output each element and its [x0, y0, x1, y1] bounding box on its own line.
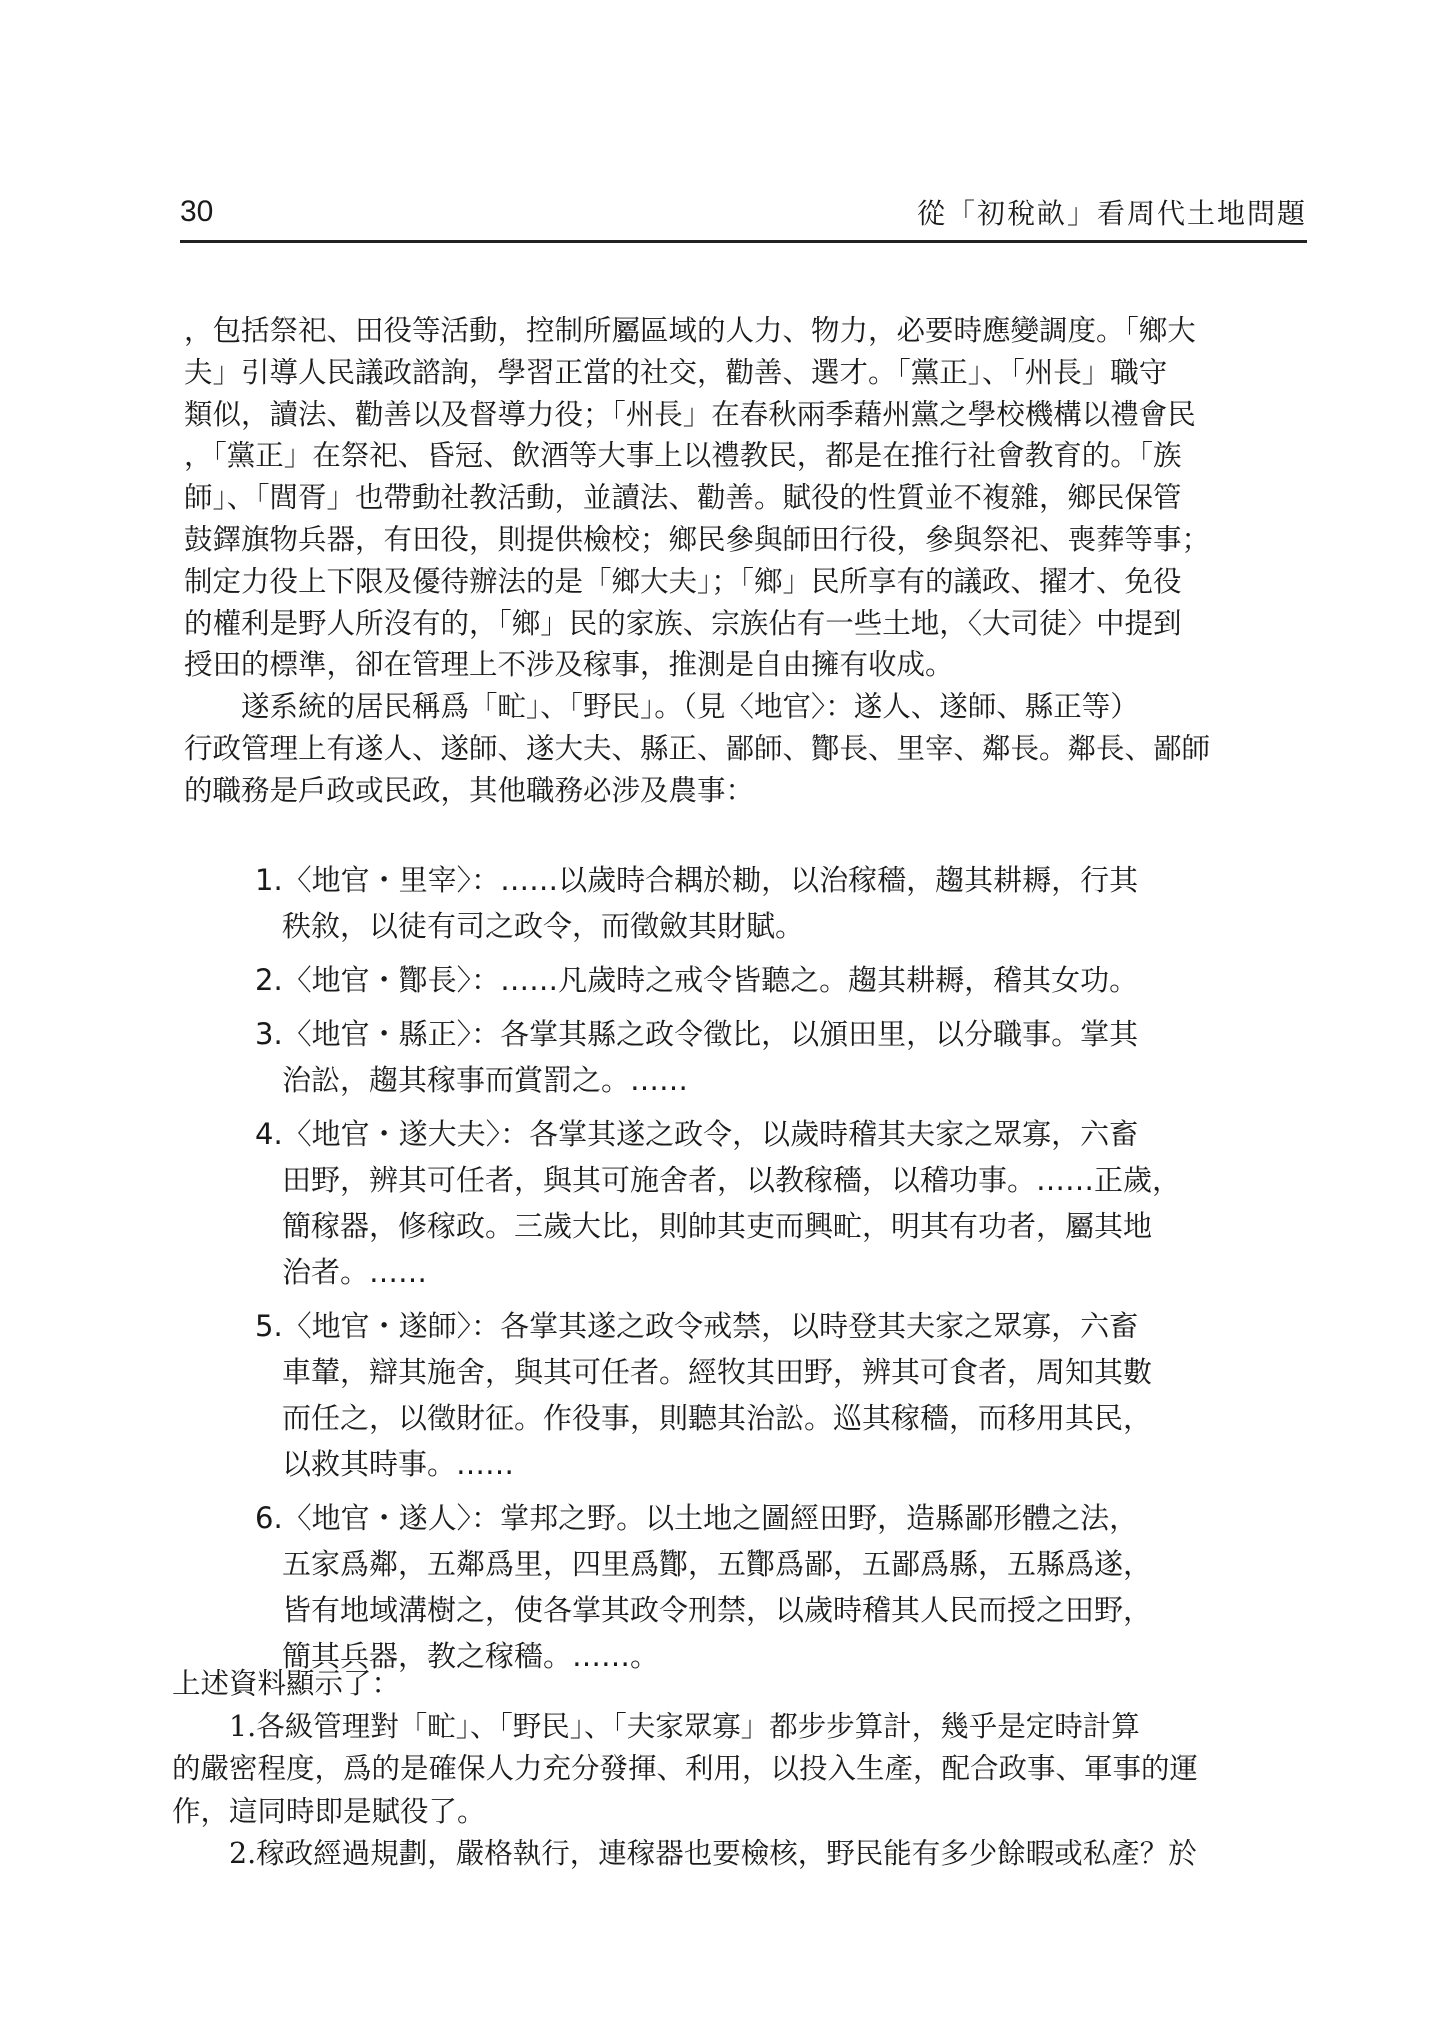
- text-line: 上述資料顯示了：: [172, 1667, 401, 1700]
- quote-line: 簡稼器，修稼政。三歲大比，則帥其吏而興甿，明其有功者，屬其地: [282, 1209, 1153, 1243]
- quote-line: 簡其兵器，教之稼穡。……。: [282, 1639, 660, 1673]
- text-line: 夫」引導人民議政諮詢，學習正當的社交，勸善、選才。「黨正」、「州長」職守: [184, 355, 1168, 389]
- quote-item: [255, 1011, 1307, 1103]
- quote-line: 以救其時事。……: [282, 1447, 515, 1481]
- text-line: 鼓鐸旗物兵器，有田役，則提供檢校；鄉民參與師田行役，參與祭祀、喪葬等事；: [184, 522, 1211, 556]
- running-title: 從「初稅畝」看周代土地問題: [916, 197, 1307, 230]
- conclusion-text: [172, 1663, 1307, 1876]
- quote-line: 治訟，趨其稼事而賞罰之。……: [282, 1063, 689, 1097]
- text-line: 師」、「閭胥」也帶動社教活動，並讀法、勸善。賦役的性質並不複雜，鄉民保管: [184, 481, 1182, 515]
- text-line: 1.各級管理對「甿」、「野民」、「夫家眾寡」都步步算計，幾乎是定時計算: [172, 1709, 1140, 1743]
- text-line: 2.稼政經過規劃，嚴格執行，連稼器也要檢核，野民能有多少餘暇或私產？於: [172, 1837, 1197, 1870]
- text-line: 的權利是野人所沒有的，「鄉」民的家族、宗族佔有一些土地，〈大司徒〉中提到: [184, 606, 1182, 640]
- text-line: 行政管理上有遂人、遂師、遂大夫、縣正、鄙師、酇長、里宰、鄰長。鄰長、鄙師: [184, 731, 1211, 765]
- quote-line: 4.〈地官・遂大夫〉：各掌其遂之政令，以歲時稽其夫家之眾寡，六畜: [255, 1117, 1139, 1151]
- quote-line: 五家爲鄰，五鄰爲里，四里爲酇，五酇爲鄙，五鄙爲縣，五縣爲遂，: [282, 1547, 1153, 1581]
- text-line: 的嚴密程度，爲的是確保人力充分發揮、利用，以投入生產，配合政事、軍事的運: [172, 1752, 1199, 1785]
- text-line: 類似，讀法、勸善以及督導力役；「州長」在春秋兩季藉州黨之學校機構以禮會民: [184, 397, 1196, 431]
- page-header: [180, 190, 1307, 240]
- quote-item: [255, 1303, 1307, 1487]
- text-line: ，包括祭祀、田役等活動，控制所屬區域的人力、物力，必要時應變調度。「鄉大: [184, 314, 1196, 347]
- quote-item: [255, 957, 1307, 1003]
- quote-line: 車輦，辯其施舍，與其可任者。經牧其田野，辨其可食者，周知其數: [282, 1355, 1153, 1389]
- text-line: ，「黨正」在祭祀、昏冠、飲酒等大事上以禮教民，都是在推行社會教育的。「族: [184, 439, 1182, 473]
- quote-item: [255, 857, 1307, 949]
- quoted-sources: [255, 857, 1307, 1687]
- quote-item: [255, 1111, 1307, 1295]
- quote-line: 而任之，以徵財征。作役事，則聽其治訟。巡其稼穡，而移用其民，: [282, 1401, 1153, 1435]
- quote-line: 1.〈地官・里宰〉：……以歲時合耦於耡，以治稼穡，趨其耕耨，行其: [255, 863, 1139, 897]
- text-line: 授田的標準，卻在管理上不涉及稼事，推測是自由擁有收成。: [184, 648, 954, 682]
- quote-line: 6.〈地官・遂人〉：掌邦之野。以土地之圖經田野，造縣鄙形體之法，: [255, 1501, 1139, 1535]
- text-line: 的職務是戶政或民政，其他職務必涉及農事：: [184, 773, 755, 807]
- text-line: 制定力役上下限及優待辦法的是「鄉大夫」；「鄉」民所享有的議政、擢才、免役: [184, 564, 1182, 598]
- quote-line: 秩敘，以徒有司之政令，而徵斂其財賦。: [282, 909, 805, 943]
- quote-line: 皆有地域溝樹之，使各掌其政令刑禁，以歲時稽其人民而授之田野，: [282, 1593, 1153, 1627]
- header-rule: [180, 240, 1307, 243]
- quote-line: 治者。……: [282, 1255, 428, 1289]
- text-line: 作，這同時即是賦役了。: [172, 1794, 486, 1828]
- page-number: 30: [180, 195, 214, 228]
- quote-line: 5.〈地官・遂師〉：各掌其遂之政令戒禁，以時登其夫家之眾寡，六畜: [255, 1309, 1139, 1343]
- text-line: 遂系統的居民稱爲「甿」、「野民」。（見〈地官〉：遂人、遂師、縣正等）: [184, 690, 1139, 724]
- quote-line: 3.〈地官・縣正〉：各掌其縣之政令徵比，以頒田里，以分職事。掌其: [255, 1017, 1139, 1051]
- quote-line: 2.〈地官・酇長〉：……凡歲時之戒令皆聽之。趨其耕耨，稽其女功。: [255, 963, 1139, 997]
- quote-item: [255, 1495, 1307, 1679]
- body-text: [184, 310, 1306, 812]
- quote-line: 田野，辨其可任者，與其可施舍者，以教稼穡，以稽功事。……正歲，: [282, 1163, 1182, 1197]
